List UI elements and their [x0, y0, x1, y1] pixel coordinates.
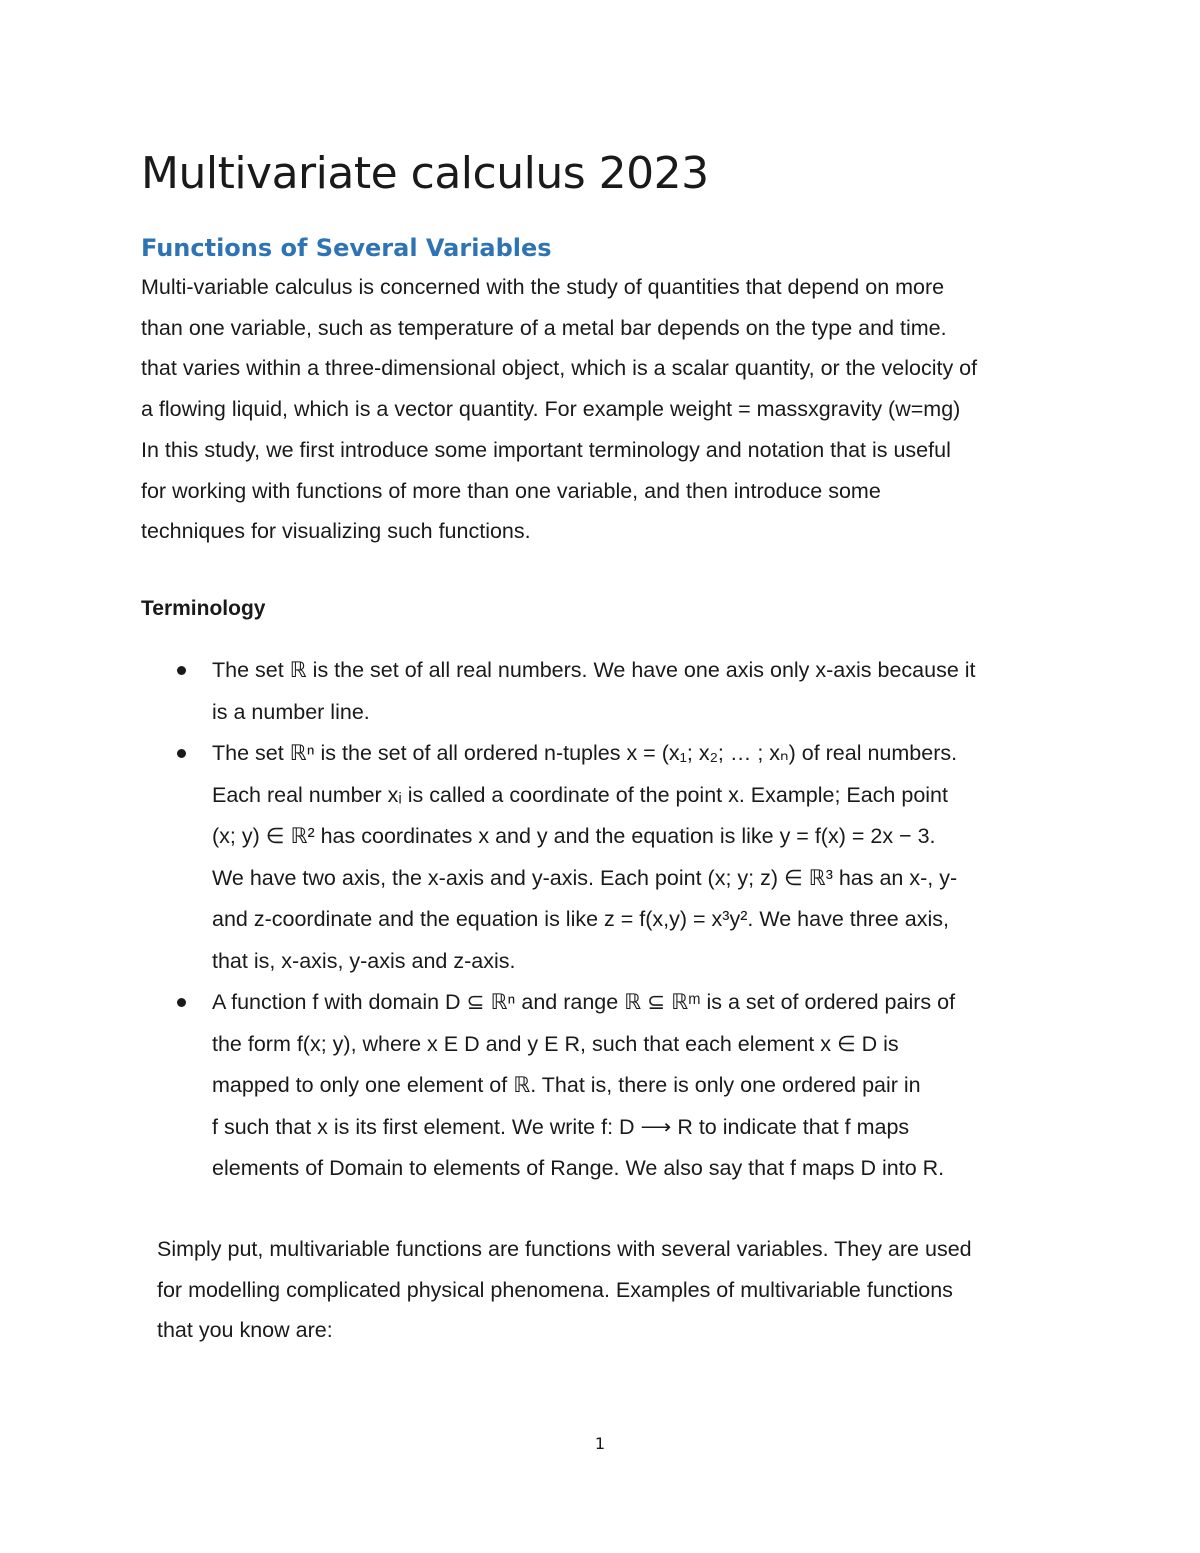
list-item-line: elements of Domain to elements of Range. We also say that f maps D into R. — [212, 1156, 945, 1180]
document-title: Multivariate calculus 2023 — [141, 148, 709, 199]
list-item-line: The set ℝⁿ is the set of all ordered n-tuples x = (x₁; x₂; … ; xₙ) of real numbers. — [212, 741, 958, 765]
bullet-icon — [177, 666, 186, 675]
closing-paragraph — [157, 1229, 1077, 1351]
list-item-line: A function f with domain D ⊆ ℝⁿ and range ℝ ⊆ ℝᵐ is a set of ordered pairs of — [212, 990, 956, 1014]
intro-line: than one variable, such as temperature of a metal bar depends on the type and time. — [141, 315, 947, 340]
terminology-heading: Terminology — [141, 597, 266, 620]
bullet-icon — [177, 998, 186, 1007]
intro-line: techniques for visualizing such functions. — [141, 519, 531, 544]
page-number: 1 — [594, 1434, 606, 1453]
intro-line: a flowing liquid, which is a vector quantity. For example weight = massxgravity (w=mg) — [141, 397, 961, 422]
terminology-list — [141, 650, 1081, 1190]
intro-line: that varies within a three-dimensional object, which is a scalar quantity, or the velocity of — [141, 356, 978, 381]
section-subtitle: Functions of Several Variables — [141, 234, 552, 262]
intro-line: Multi-variable calculus is concerned with the study of quantities that depend on more — [141, 275, 945, 299]
closing-line: Simply put, multivariable functions are functions with several variables. They are used — [157, 1237, 972, 1261]
list-item-line: and z-coordinate and the equation is like z = f(x,y) = x³y². We have three axis, — [212, 907, 949, 931]
list-item-line: The set ℝ is the set of all real numbers. We have one axis only x-axis because it — [212, 658, 976, 682]
intro-line: for working with functions of more than one variable, and then introduce some — [141, 478, 881, 503]
list-item-line: f such that x is its first element. We write f: D ⟶ R to indicate that f maps — [212, 1114, 910, 1139]
list-item-line: (x; y) ∈ ℝ² has coordinates x and y and the equation is like y = f(x) = 2x − 3. — [212, 824, 936, 848]
list-item-line: mapped to only one element of ℝ. That is, there is only one ordered pair in — [212, 1073, 921, 1097]
list-item-line: the form f(x; y), where x E D and y E R, such that each element x ∈ D is — [212, 1031, 899, 1056]
list-item — [141, 650, 1081, 733]
list-item-line: We have two axis, the x-axis and y-axis. Each point (x; y; z) ∈ ℝ³ has an x-, y- — [212, 865, 958, 890]
list-item-line: that is, x-axis, y-axis and z-axis. — [212, 948, 516, 973]
intro-paragraph — [141, 267, 1071, 552]
list-item-line: is a number line. — [212, 699, 370, 724]
bullet-icon — [177, 749, 186, 758]
list-item — [141, 982, 1081, 1190]
closing-line: that you know are: — [157, 1318, 333, 1343]
list-item-line: Each real number xᵢ is called a coordinate of the point x. Example; Each point — [212, 782, 948, 807]
list-item — [141, 733, 1081, 982]
intro-line: In this study, we first introduce some important terminology and notation that is useful — [141, 437, 951, 462]
closing-line: for modelling complicated physical phenomena. Examples of multivariable functions — [157, 1277, 953, 1302]
